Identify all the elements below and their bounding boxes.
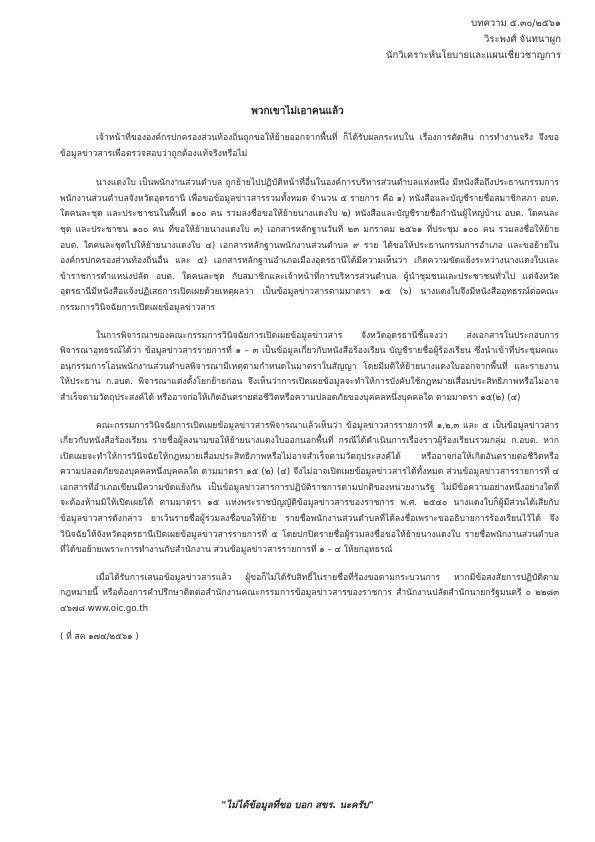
paragraph-intro: เจ้าหน้าที่ขององค์กรปกครองส่วนท้องถิ่นถูกขอให้ย้ายออกจากพื้นที่ ก็ได้รับผลกระทบใน เรื่องการตัดสิน การทำงานจริง จึงขอข้อมูลข่าวสารเพื่อตรวจสอบว่าถูกต้องแท้จริงหรือไม่ [60,133,559,159]
article-body [60,131,559,645]
footer-slogan: "ไม่ได้ข้อมูลที่ขอ บอก สขร. นะครับ" [221,800,374,811]
author-name: วิระพงศ์ จันทนาผูก [484,34,561,45]
paragraph-agency-response: ในการพิจารณาของคณะกรรมการวินิจฉัยการเปิดเผยข้อมูลข่าวสาร จังหวัดอุดรธานีชี้แจงว่า ส่งเอกสารในประกอบการพิจารณาอุทธรณ์ได้ว่า ข้อมูลข่าวสารรายการที่ ๑ – ๓ เป็นข้อมูลเกี่ยวกับหนังสือร้องเรียน บัญชีรายชื่อผู้ร้องเรียน ซึ่งนำเข้าที่ประชุมคณะอนุกรรมการโอนพนักงานส่วนตำบลพิจารณามีเหตุตามกำหนดในมาตราในสัญญา โดยมีมติให้ย้ายนางแดงใบออกจากพื้นที่ และรายงานให้ประธาน ก.อบต. พิจารณาแต่งตั้งโยกย้ายก่อน จึงเห็นว่าการเปิดเผยข้อมูลจะทำให้การบังคับใช้กฎหมายเสื่อมประสิทธิภาพหรือไม่อาจสำเร็จตามวัตถุประสงค์ได้ หรืออาจก่อให้เกิดอันตรายต่อชีวิตหรือความปลอดภัยของบุคคลหนึ่งบุคคลใด ตามมาตรา ๑๕(๒) (๔) [60,330,559,403]
article-number: บทความ ๕.๓๐/๒๕๖๑ [471,18,561,29]
paragraph-case: นางแดงใบ เป็นพนักงานส่วนตำบล ถูกย้ายไปปฏิบัติหน้าที่อื่นในองค์การบริหารส่วนตำบลแห่งหนึ่ง มีหนังสือถึงประธานกรรมการพนักงานส่วนตำบลจังหวัดอุดรธานี เพื่อขอข้อมูลข่าวสารรวมทั้งหมด จำนวน ๕ รายการ คือ ๑) หนังสือและบัญชีรายชื่อสมาชิกสภา อบต. ใดคนละชุด และประชาชนในพื้นที่ ๑๐๐ คน รวมลงชื่อขอให้ย้ายนางแดงใบ ๒) หนังสือและบัญชีรายชื่อกำนันผู้ใหญ่บ้าน อบต. ใดคนละชุด และประชาชน ๑๐๐ คน ที่ขอให้ย้ายนางแดงใบ ๓) เอกสารหลักฐานวันที่ ๒๓ มกราคม ๒๕๖๑ ที่ประชุม ๑๐๐ คน รวมลงชื่อให้ย้าย อบต. ใดคนละชุดไปให้ย้ายนางแดงใบ ๔) เอกสารหลักฐานพนักงานส่วนตำบล ๙ ราย ได้ขอให้ประธานกรรมการอำเภอ และขอย้ายในองค์กรปกครองส่วนท้องถิ่นอื่น และ ๕) เอกสารหลักฐานอำเภอเมืองอุดรธานีได้มีความเห็นว่า เกิดความขัดแย้งระหว่างนางแดงใบและข้าราชการตำแหน่งปลัด อบต. ใดคนละชุด กับสมาชิกและเจ้าหน้าที่การบริหารส่วนตำบล ผู้นำชุมชนและประชาชนทั่วไป แต่จังหวัดอุดรธานีมีหนังสือแจ้งปฏิเสธการเปิดเผยด้วยเหตุผลว่า เป็นข้อมูลข่าวสารตามมาตรา ๑๕ (๖) นางแดงใบจึงมีหนังสืออุทธรณ์ต่อคณะกรรมการวินิจฉัยการเปิดเผยข้อมูลข่าวสาร [60,178,559,313]
author-position: นักวิเคราะห์นโยบายและแผนเชี่ยวชาญการ [386,50,561,61]
case-reference: ( ที่ สค ๑๗๔/๒๕๖๑ ) [60,631,139,642]
article-title: พวกเขาไม่เอาคนแล้ว [251,106,344,117]
paragraph-contact: เมื่อได้รับการเสนอข้อมูลข่าวสารแล้ว ผู้ขอก็ไม่ได้รับสิทธิ์ในรายชื่อที่ร้องขอตามกระบวนการ หากมีข้อสงสัยการปฏิบัติตามกฎหมายนี้ หรือต้องการคำปรึกษาติดต่อสำนักงานคณะกรรมการข้อมูลข่าวสารของราชการ สำนักงานปลัดสำนักนายกรัฐมนตรี ๐ ๒๒๘๓ ๔๖๗๘ www.oic.go.th [60,572,559,615]
paragraph-committee-decision: คณะกรรมการวินิจฉัยการเปิดเผยข้อมูลข่าวสารพิจารณาแล้วเห็นว่า ข้อมูลข่าวสารรายการที่ ๑,๒,๓ และ ๕ เป็นข้อมูลข่าวสารเกี่ยวกับหนังสือร้องเรียน รายชื่อผู้ลงนามขอให้ย้ายนางแดงใบออกนอกพื้นที่ กรณีได้ดำเนินการเรื่องราวผู้ร้องเรียนรวมกลุ่ม ก.อบต. หากเปิดเผยจะทำให้การวินิจฉัยให้กฎหมายเสื่อมประสิทธิภาพหรือไม่อาจสำเร็จตามวัตถุประสงค์ได้ หรืออาจก่อให้เกิดอันตรายต่อชีวิตหรือความปลอดภัยของบุคคลหนึ่งบุคคลใด ตามมาตรา ๑๕ (๒) (๔) จึงไม่อาจเปิดเผยข้อมูลข่าวสารได้ทั้งหมด ส่วนข้อมูลข่าวสารรายการที่ ๔ เอกสารที่อำเภอเขียนมีความขัดแย้งกัน เป็นข้อมูลข่าวสารการปฏิบัติราชการตามปกติของหน่วยงานรัฐ ไม่มีข้อความอย่างหนึ่งอย่างใดที่จะต้องห้ามมิให้เปิดเผยได้ ตามมาตรา ๑๕ แห่งพระราชบัญญัติข้อมูลข่าวสารของราชการ พ.ศ. ๒๕๔๐ นางแดงใบก็ผู้มีส่วนได้เสียกับข้อมูลข่าวสารดังกล่าว ยาเว้นรายชื่อผู้ร่วมลงชื่อขอให้ย้าย รายชื่อพนักงานส่วนตำบลที่ได้ลงชื่อเพราะขออธิบายการร้องเรียนไว้ได้ จึงวินิจฉัยให้จังหวัดอุดรธานีเปิดเผยข้อมูลข่าวสารรายการที่ ๕ โดยปกปิดรายชื่อผู้ร่วมลงชื่อขอให้ย้ายนางแดงใบ รายชื่อพนักงานส่วนตำบลที่ได้ขอย้ายเพราะการทำงานกับสำนักงาน ส่วนข้อมูลข่าวสารรายการที่ ๑ – ๔ ให้ยกอุทธรณ์ [60,420,559,556]
document-header [361,16,561,64]
